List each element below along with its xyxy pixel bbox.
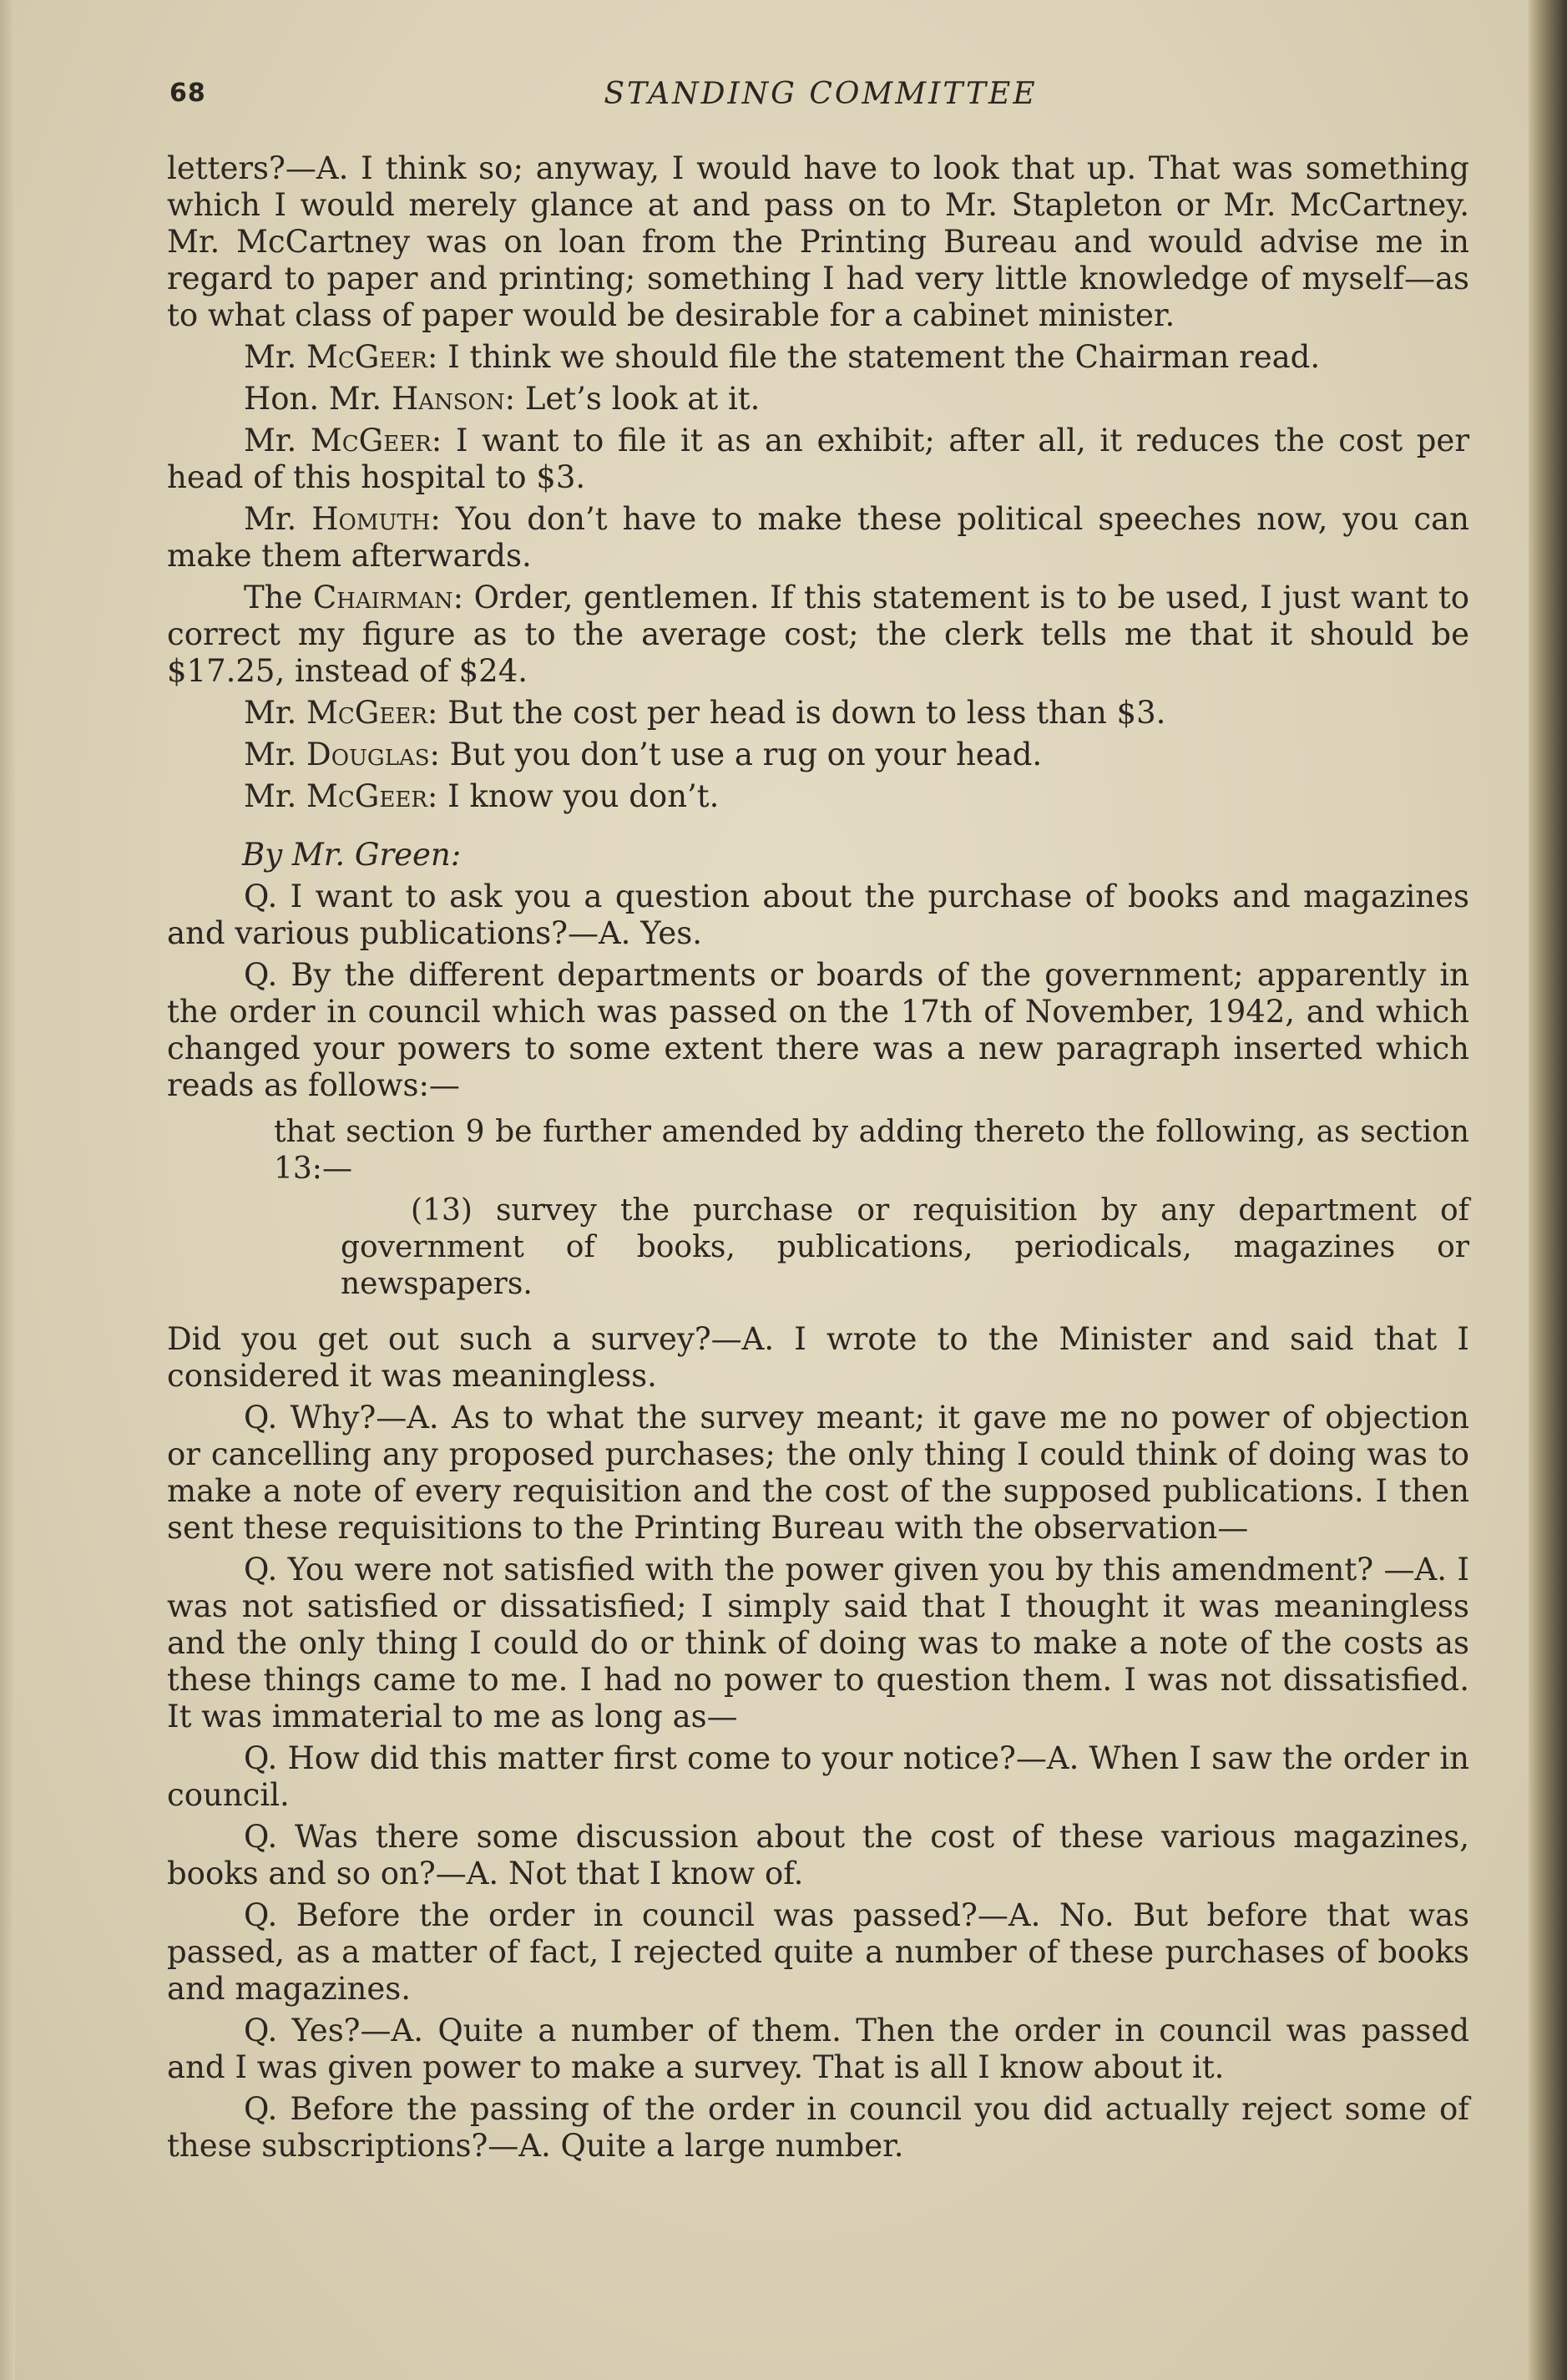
speaker-name: McGeer: — [306, 695, 438, 731]
page-right-edge-shadow — [1529, 0, 1567, 2380]
speech-homuth: Mr. Homuth: You don’t have to make these political speeches now, you can make them afterwards. — [167, 501, 1470, 574]
body-text — [167, 150, 1469, 2170]
question-paragraph: Q. By the different departments or boards of the government; apparently in the order in council which was passed on the 17th of November, 1942, and which changed your powers to some extent there was a new paragraph inserted which reads as follows:— — [167, 957, 1469, 1103]
speech-douglas: Mr. Douglas: But you don’t use a rug on your head. — [244, 737, 1043, 772]
question-paragraph: Q. I want to ask you a question about the purchase of books and magazines and various publications?—A. Yes. — [167, 879, 1469, 951]
speech-hanson: Hon. Mr. Hanson: Let’s look at it. — [244, 381, 761, 417]
speech-chairman: The Chairman: Order, gentlemen. If this statement is to be used, I just want to correct my figure as to the average cost; the clerk tells me that it should be $17.25, instead of $24. — [167, 580, 1469, 689]
speech-mcgeer-4: Mr. McGeer: I know you don’t. — [244, 778, 720, 814]
question-paragraph: Q. You were not satisfied with the power given you by this amendment? —A. I was not satisfied or dissatisfied; I simply said that I thought it was meaningless and the only thing I could do or think of doing was to make a note of the costs as these things came to me. I had no power to question them. I was not dissatisfied. It was immaterial to me as long as— — [167, 1552, 1469, 1734]
quoted-section-13: (13) survey the purchase or requisition by any department of government of books, publications, periodicals, magazines or newspapers. — [341, 1193, 1469, 1301]
page-left-edge — [0, 0, 15, 2380]
question-paragraph: Q. Yes?—A. Quite a number of them. Then the order in council was passed and I was given power to make a survey. That is all I know about it. — [167, 2013, 1469, 2085]
quoted-amendment: that section 9 be further amended by adding thereto the following, as section 13:— — [274, 1115, 1469, 1186]
paragraph-continuation-letters: letters?—A. I think so; anyway, I would have to look that up. That was something which I would merely glance at and pass on to Mr. Stapleton or Mr. McCartney. Mr. McCartney was on loan from the Printing Bureau and would advise me in regard to paper and printing; something I had very little knowledge of myself—as to what class of paper would be desirable for a cabinet minister. — [167, 150, 1469, 333]
page-number: 68 — [169, 78, 206, 108]
speaker-name: Homuth: — [311, 501, 441, 537]
running-head: STANDING COMMITTEE — [604, 77, 1038, 111]
question-paragraph: Q. Before the passing of the order in council you did actually reject some of these subscriptions?—A. Quite a large number. — [167, 2091, 1469, 2164]
speaker-name: Douglas: — [306, 737, 441, 772]
speaker-name: McGeer: — [306, 339, 438, 375]
question-paragraph: Q. Was there some discussion about the cost of these various magazines, books and so on?—A. Not that I know of. — [167, 1819, 1469, 1891]
page-header — [169, 73, 1472, 124]
speaker-name: McGeer: — [306, 778, 438, 814]
question-paragraph: Q. How did this matter first come to your notice?—A. When I saw the order in council. — [167, 1740, 1469, 1813]
speech-mcgeer-3: Mr. McGeer: But the cost per head is down to less than $3. — [244, 695, 1166, 731]
answer-continuation: Did you get out such a survey?—A. I wrote to the Minister and said that I considered it was meaningless. — [167, 1321, 1469, 1394]
speaker-name: Chairman: — [312, 580, 464, 615]
question-paragraph: Q. Why?—A. As to what the survey meant; it gave me no power of objection or cancelling any proposed purchases; the only thing I could think of doing was to make a note of every requisition and the cost of the supposed publications. I then sent these requisitions to the Printing Bureau with the observation— — [167, 1400, 1469, 1546]
question-paragraph: Q. Before the order in council was passed?—A. No. But before that was passed, as a matter of fact, I rejected quite a number of these purchases of books and magazines. — [167, 1897, 1469, 2007]
speaker-name: Hanson: — [391, 381, 516, 417]
examiner-byline: By Mr. Green: — [242, 837, 462, 873]
speech-mcgeer-2: Mr. McGeer: I want to file it as an exhibit; after all, it reduces the cost per head of this hospital to $3. — [167, 423, 1470, 495]
speaker-name: McGeer: — [310, 423, 442, 458]
speech-mcgeer-1: Mr. McGeer: I think we should file the statement the Chairman read. — [244, 339, 1321, 375]
